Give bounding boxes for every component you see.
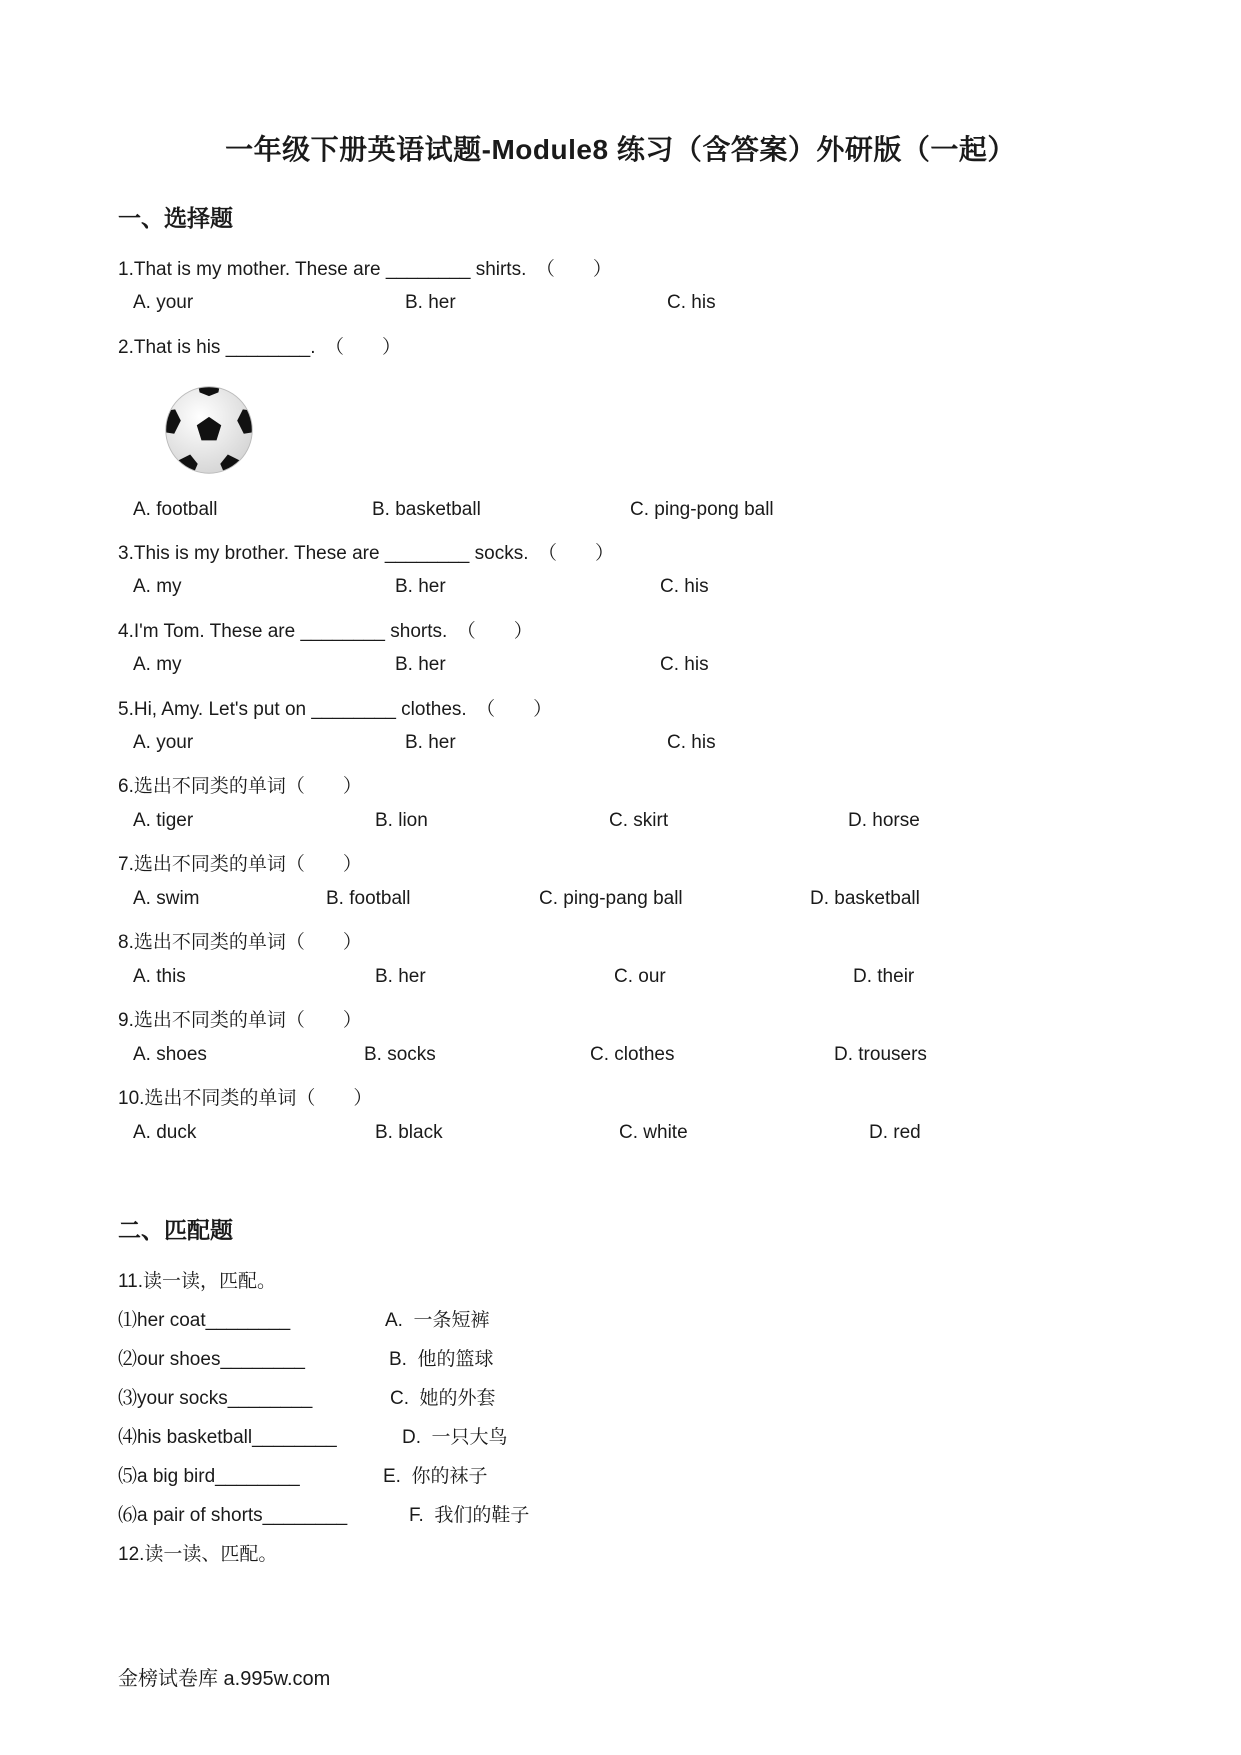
options-2 [133,499,1133,525]
question-4: 4.I'm Tom. These are ________ shorts. （ ） [118,621,533,642]
question-10: 10.选出不同类的单词（ ） [118,1088,373,1109]
option-b[interactable]: B. basketball [372,499,481,520]
option-c[interactable]: C. his [660,654,709,675]
option-c[interactable]: C. clothes [590,1044,675,1065]
option-d[interactable]: D. red [869,1122,921,1143]
question-11: 11.读一读，匹配。 [118,1271,277,1292]
match-right-5: E. 你的袜子 [383,1466,488,1487]
option-a[interactable]: A. duck [133,1122,197,1143]
question-1: 1.That is my mother. These are ________ shirts. （ ） [118,259,612,280]
question-7: 7.选出不同类的单词（ ） [118,854,362,875]
option-b[interactable]: B. her [405,292,456,313]
question-6: 6.选出不同类的单词（ ） [118,776,362,797]
option-b[interactable]: B. her [395,576,446,597]
question-3: 3.This is my brother. These are ________ socks. （ ） [118,543,614,564]
option-c[interactable]: C. his [660,576,709,597]
match-right-6: F. 我们的鞋子 [409,1505,530,1526]
match-left-4: ⑷his basketball________ [118,1427,337,1448]
question-12: 12.读一读、匹配。 [118,1544,278,1565]
match-right-2: B. 他的篮球 [389,1349,494,1370]
option-d[interactable]: D. their [853,966,915,987]
option-d[interactable]: D. basketball [810,888,920,909]
option-b[interactable]: B. her [405,732,456,753]
match-left-5: ⑸a big bird________ [118,1466,300,1487]
option-b[interactable]: B. lion [375,810,428,831]
match-right-4: D. 一只大鸟 [402,1427,508,1448]
options-8 [133,966,1133,992]
options-5 [133,732,1133,758]
options-7 [133,888,1133,914]
option-b[interactable]: B. her [395,654,446,675]
option-a[interactable]: A. tiger [133,810,194,831]
option-d[interactable]: D. trousers [834,1044,927,1065]
section-heading-choice: 一、选择题 [118,205,233,231]
option-b[interactable]: B. her [375,966,426,987]
match-left-6: ⑹a pair of shorts________ [118,1505,348,1526]
options-10 [133,1122,1133,1148]
option-c[interactable]: C. skirt [609,810,669,831]
match-left-1: ⑴her coat________ [118,1310,291,1331]
question-8: 8.选出不同类的单词（ ） [118,932,362,953]
option-c[interactable]: C. ping-pang ball [539,888,683,909]
question-5: 5.Hi, Amy. Let's put on ________ clothes. （ ） [118,699,553,720]
options-1 [133,292,1133,318]
option-c[interactable]: C. our [614,966,666,987]
option-b[interactable]: B. football [326,888,411,909]
option-c[interactable]: C. ping-pong ball [630,499,774,520]
option-a[interactable]: A. your [133,292,194,313]
football-image [162,383,256,477]
match-right-1: A. 一条短裤 [385,1310,490,1331]
footer-source: 金榜试卷库 a.995w.com [118,1668,331,1690]
option-a[interactable]: A. my [133,576,182,597]
option-c[interactable]: C. white [619,1122,688,1143]
option-c[interactable]: C. his [667,292,716,313]
page-title: 一年级下册英语试题-Module8 练习（含答案）外研版（一起） [225,134,1016,165]
match-left-2: ⑵our shoes________ [118,1349,305,1370]
section-heading-matching: 二、匹配题 [118,1217,233,1243]
option-d[interactable]: D. horse [848,810,920,831]
match-right-3: C. 她的外套 [390,1388,496,1409]
option-a[interactable]: A. football [133,499,218,520]
option-c[interactable]: C. his [667,732,716,753]
option-b[interactable]: B. socks [364,1044,436,1065]
options-6 [133,810,1133,836]
option-b[interactable]: B. black [375,1122,443,1143]
options-3 [133,576,1133,602]
option-a[interactable]: A. shoes [133,1044,207,1065]
question-2: 2.That is his ________. （ ） [118,337,402,358]
options-4 [133,654,1133,680]
match-left-3: ⑶your socks________ [118,1388,313,1409]
option-a[interactable]: A. my [133,654,182,675]
options-9 [133,1044,1133,1070]
option-a[interactable]: A. your [133,732,194,753]
option-a[interactable]: A. this [133,966,186,987]
option-a[interactable]: A. swim [133,888,200,909]
question-9: 9.选出不同类的单词（ ） [118,1010,362,1031]
